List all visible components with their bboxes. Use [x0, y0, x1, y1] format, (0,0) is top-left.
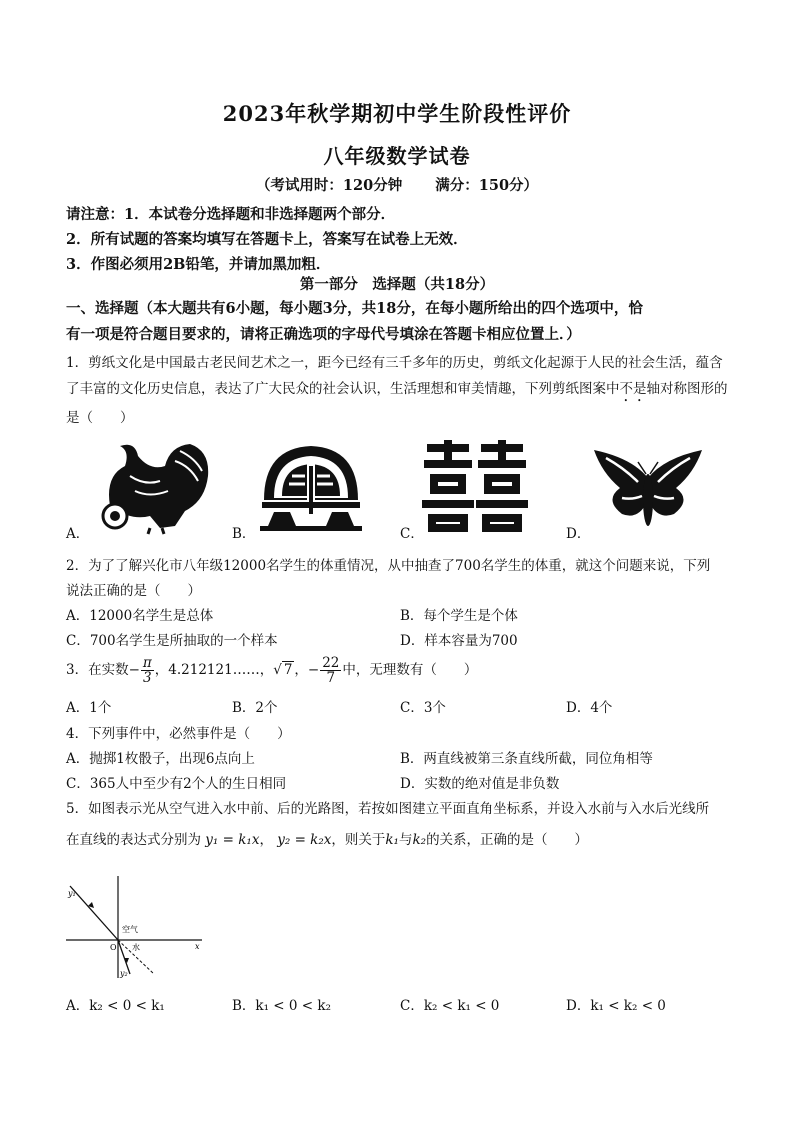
label-origin: O [110, 943, 117, 952]
label-y2: y₂ [120, 969, 128, 978]
q3-root: 7 [283, 662, 293, 678]
q3-22: 22 [322, 655, 340, 671]
q1-option-a: A． [66, 526, 90, 542]
q3-three: 3 [143, 670, 152, 686]
label-y1: y₁ [68, 889, 76, 898]
q3-frac-22-7 [320, 656, 341, 685]
label-water: 水 [132, 943, 140, 952]
q5-line-1: 5．如图表示光从空气进入水中前、后的光路图，若按如图建立平面直角坐标系，并设入水前与入水后光线所 [66, 801, 710, 817]
q3-pi: π [142, 655, 152, 671]
q1-text-a: 1．剪纸文化是中国最古老民间艺术之一，距今已经有三千多年的历史，剪纸文化起源于人民的社会生活，蕴含了丰富的文化历史信息，表达了广大民众的社会认识，生活理想和审美情趣，下列剪纸图案中 [66, 355, 723, 397]
section-instructions [66, 296, 731, 348]
q3-neg-1: − [128, 662, 140, 678]
light-path-diagram [64, 872, 206, 980]
q3-mid: ，4.212121……， [154, 662, 274, 678]
q1-emphasis: 不是 [619, 381, 647, 397]
exam-title: 2023年秋学期初中学生阶段性评价 [222, 101, 572, 126]
note-3: 3．作图必须用2B铅笔，并请加黑加粗． [66, 256, 331, 273]
q3-frac-pi [141, 656, 154, 685]
double-happiness-papercut-icon [422, 440, 528, 532]
q5-line2-c: 的关系，正确的是（ ） [426, 832, 589, 848]
q3-neg-2: − [307, 662, 320, 678]
time-label: （考试用时：120分钟 [255, 177, 403, 194]
section-line-1: 一、选择题（本大题共有6小题，每小题3分，共18分，在每小题所给出的四个选项中，恰 [66, 300, 643, 317]
note-2: 2．所有试题的答案均填写在答题卡上，答案写在试卷上无效． [66, 231, 468, 248]
q5-option-a: A．k₂ < 0 < k₁ [66, 998, 165, 1014]
q4-option-d: D．实数的绝对值是非负数 [400, 776, 560, 792]
q1-option-c: C． [400, 526, 424, 542]
q3-suffix: 中，无理数有（ ） [342, 662, 478, 678]
question-1-stem [66, 350, 734, 431]
q5-eq-1: y₁ = k₁x [205, 832, 260, 848]
q2-option-a: A．12000名学生是总体 [66, 608, 214, 624]
q3-option-b: B．2个 [232, 700, 278, 716]
q2-option-b: B．每个学生是个体 [400, 608, 518, 624]
q5-option-b: B．k₁ < 0 < k₂ [232, 998, 331, 1014]
exam-subtitle: 八年级数学试卷 [323, 144, 471, 168]
q1-option-b: B． [232, 526, 256, 542]
exam-info [0, 174, 794, 195]
q5-line2-a: 在直线的表达式分别为 [66, 832, 201, 848]
label-air: 空气 [122, 925, 138, 934]
q3-option-a: A．1个 [66, 700, 112, 716]
tree-papercut-icon [256, 440, 366, 532]
q3-stem: 3．在实数− $\frac{\pi}{3}$ ，4.212121……，√ 7 ，− $\frac{22}{7}$ 中，无理数有（ ） [66, 655, 478, 686]
q3-prefix: 3．在实数 [66, 662, 129, 678]
section-line-2: 有一项是符合题目要求的，请将正确选项的字母代号填涂在答题卡相应位置上．） [66, 326, 581, 343]
label-x: x [195, 942, 200, 951]
q2-line-1: 2．为了了解兴化市八年级12000名学生的体重情况，从中抽查了700名学生的体重，就这个问题来说，下列 [66, 558, 711, 574]
q4-option-b: B．两直线被第三条直线所截，同位角相等 [400, 751, 653, 767]
q1-option-d: D． [566, 526, 591, 542]
part-title: 第一部分 选择题（共18分） [299, 276, 495, 293]
q5-option-d: D．k₁ < k₂ < 0 [566, 998, 666, 1014]
score-label: 满分：150分） [435, 177, 539, 194]
butterfly-papercut-icon [592, 448, 704, 532]
q3-comma: ， [294, 662, 308, 678]
q5-eq-2: y₂ = k₂x [277, 832, 332, 848]
q3-7: 7 [326, 670, 336, 686]
rooster-papercut-icon [90, 436, 220, 536]
q5-option-c: C．k₂ < k₁ < 0 [400, 998, 500, 1014]
q3-option-c: C．3个 [400, 700, 446, 716]
q5-line-2: 在直线的表达式分别为 y₁ = k₁x， y₂ = k₂x，则关于k₁与k₂的关系，正确的是（ ） [66, 832, 589, 848]
q1-text-b: 轴对称图形的是（ ） [66, 381, 728, 426]
incident-ray [70, 886, 118, 940]
q2-option-d: D．样本容量为700 [400, 633, 518, 649]
q2-line-2: 说法正确的是（ ） [66, 583, 201, 599]
q4-stem: 4．下列事件中，必然事件是（ ） [66, 726, 291, 742]
q5-k2: k₂ [412, 832, 427, 848]
note-1: 请注意：1．本试卷分选择题和非选择题两个部分． [66, 206, 396, 223]
q4-option-a: A．抛掷1枚骰子，出现6点向上 [66, 751, 255, 767]
q5-with: 与 [398, 832, 413, 848]
q3-option-d: D．4个 [566, 700, 613, 716]
q5-line2-b: ，则关于 [331, 832, 386, 848]
q2-option-c: C．700名学生是所抽取的一个样本 [66, 633, 278, 649]
q4-option-c: C．365人中至少有2个人的生日相同 [66, 776, 287, 792]
q5-k1: k₁ [385, 832, 399, 848]
